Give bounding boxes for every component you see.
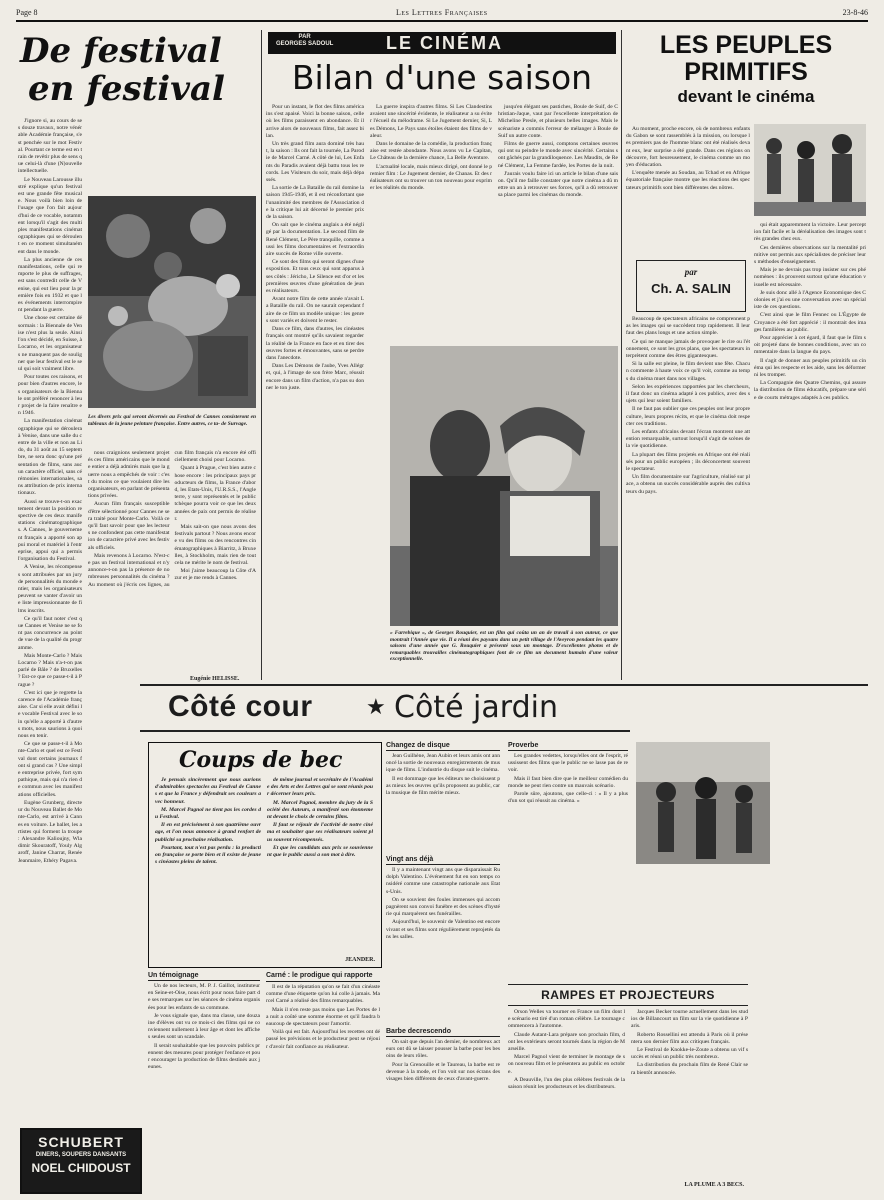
cote-cour-title: Côté cour xyxy=(168,690,313,723)
rampes-item: Roberto Rossellini est attendu à Paris où il présentera son dernier film aux critiques français. xyxy=(631,1031,748,1045)
paragraph: Ce sont des films qui seront dignes d'une exposition. Et tous ceux qui sont apparus à ses côtés : Jéricho, Le Silence est d'or et les premières œuvres d'une génération de jeunes réalisateurs. xyxy=(266,259,364,295)
paragraph: Dans ce film, dans d'autres, les cinéastes français ont montré qu'ils savaient regarder la réalité de la France en face et en tirer des œuvres fortes et émouvantes, sans se perdre dans l'anecdote. xyxy=(266,326,364,361)
paragraph: On se souvient des foules immenses qui accompagnèrent son convoi funèbre et des scènes d'hystérie qui marquèrent ses funérailles. xyxy=(386,896,500,918)
tribe-photo-image xyxy=(636,742,770,864)
cote-jardin-title: Côté jardin xyxy=(394,690,558,725)
paragraph: La guerre inspira d'autres films. Si Les Clandestins avaient une sincérité évidente, le réalisateur a su éviter l'écueil du mélodrame. Si Le Jugement dernier, Si, Les Démons, Le Pays sans étoiles étaient des films de valeur. xyxy=(370,104,492,139)
changez-body xyxy=(386,753,500,857)
rampes-item: Jacques Becker tourne actuellement dans les studios de Billancourt un film sur la vie quotidienne à Paris. xyxy=(631,1009,748,1030)
changez-title: Changez de disque xyxy=(386,742,500,751)
paragraph: Moi j'aime beaucoup la Côte d'Azur et je me rends à Cannes. xyxy=(174,568,256,582)
peuples-intro xyxy=(626,126,750,266)
proverbe-body xyxy=(508,753,628,985)
paragraph: Aussi se trouve-t-on exactement devant la position respective de ces deux manifestations cinématographiques. A Cannes, le gouvernement français a apporté son appui moral et matériel à l'entreprise, appui qui a permis l'organisation du Festival. xyxy=(18,498,82,563)
paragraph: Un de nos lecteurs, M. P. J. Gaillot, instituteur en Seine-et-Oise, nous écrit pour nous faire part de ses remarques sur les séances de cinéma organisées pour les enfants de sa commune. xyxy=(148,983,260,1011)
paragraph: Mais il n'en reste pas moins que Les Portes de la nuit a coûté une somme énorme et qu'il faudra beaucoup de spectateurs pour l'amortir. xyxy=(266,1006,380,1028)
cote-banner xyxy=(142,688,622,728)
paragraph: Ces dernières observations sur la mentalité primitive ont permis aux spécialistes de préciser leurs méthodes d'enseignement. xyxy=(754,244,866,266)
paragraph: Il serait souhaitable que les pouvoirs publics prennent des mesures pour protéger l'enfance et pour encourager la production de films destinés aux jeunes. xyxy=(148,1042,260,1071)
rampes-item: Marcel Pagnol vient de terminer le montage de son nouveau film et le présentera au public en octobre. xyxy=(508,1054,625,1075)
paragraph: Selon les expériences rapportées par les chercheurs, il faut donc un cinéma adapté à ces publics, avec des sujets qui leur soient familiers. xyxy=(626,383,750,405)
paragraph: Les enfants africains devant l'écran montrent une attention remarquable, surtout lorsqu'il s'agit de scènes de la vie quotidienne. xyxy=(626,429,750,450)
rampes-item: Le Festival de Knokke-le-Zoute a obtenu un vif succès et réuni un public très nombreux. xyxy=(631,1047,748,1061)
barbe-section xyxy=(386,1028,500,1189)
peuples-column-left xyxy=(626,316,750,738)
carne-section xyxy=(266,972,380,1186)
issue-date: 23-8-46 xyxy=(842,8,868,17)
peuples-byline-box xyxy=(636,260,746,312)
paragraph: Si la salle est pleine, le film devient une fête. Chacun commente à haute voix ce qu'il voit, comme au temps du cinéma muet dans nos villages. xyxy=(626,361,750,382)
festival-column-1 xyxy=(18,118,82,1076)
paragraph: Films de guerre aussi, comptons certaines œuvres qui ont su peindre le monde avec sincérité. Certains sont gâchés par la grandiloquence. Les Maudits, de René Clément, La Femme fardée, les Portes de la nuit. xyxy=(498,141,618,169)
peuples-headline-line2: PRIMITIFS xyxy=(684,58,808,86)
page-header xyxy=(16,8,868,22)
paragraph: Il est de la réputation qu'on se fait d'un cinéaste comme d'une étiquette qu'on lui colle à jamais. Marcel Carné a réalisé des films remarquables. xyxy=(266,984,380,1005)
cinema-headline: Bilan d'une saison xyxy=(291,58,593,97)
paragraph: J'ignore si, au cours de ses douze travaux, notre vénérable Académie française, s'est penchée sur le mot Festival. Pourtant ce terme est en train de revêtir plus de sens que celui-là d'une (N)ouvelle intellectuelle. xyxy=(18,118,82,175)
paragraph: M. Marcel Pagnol ne tient pas les cordes du Festival. xyxy=(155,806,261,821)
byline-par: PAR xyxy=(298,34,311,40)
rampes-body xyxy=(508,1009,748,1177)
paragraph: Mais il faut bien dire que le meilleur comédien du monde ne peut rien contre un mauvais scénario. xyxy=(508,775,628,789)
paragraph: qui était apparemment la victoire. Leur perception fait facile et la déréalisation des images sont très grandes chez eux. xyxy=(754,222,866,243)
festival-headline-line1: De festival xyxy=(20,31,222,71)
paragraph: Quant à Prague, c'est bien autre chose encore : les principaux pays producteurs de films, la France d'abord, les Etats-Unis, l'U.R.S.S., l'Angleterre, y sont représentés et le public tchèque pourra voir ce que les deux années de paix ont permis de réaliser. xyxy=(174,465,256,522)
paragraph: Je vous signale que, dans ma classe, une douzaine d'élèves ont vu ce mois-ci des films qui ne conviennent nullement à leur âge et dont les affiches seules sont un scandale. xyxy=(148,1012,260,1041)
paragraph: C'est ici que je regrette la carence de l'Académie française. Car si elle avait défini le vocable Festival avec le soin qu'elle a apporté à d'autres mots, nous saurions à quoi nous en tenir. xyxy=(18,689,82,740)
vingt-body xyxy=(386,867,500,1021)
peuples-byline-author: Ch. A. SALIN xyxy=(651,281,731,296)
paragraph: Un très grand film aura dominé très haut, la saison : Ils ont fait la tournée, La Parodie de Marcel Carné. A côté de lui, Les Enfants du Paradis avaient déjà battu tous les records. Les Visiteurs du soir, mais déjà dépassés. xyxy=(266,141,364,184)
paragraph: A Venise, les récompenses sont attribuées par un jury de personnalités du monde entier, mais les organisateurs peuvent se vanter d'avoir une liste impressionnante de films inscrits. xyxy=(18,564,82,614)
paragraph: On sait que depuis l'an dernier, de nombreux acteurs ont dû se laisser pousser la barbe pour les besoins de leurs rôles. xyxy=(386,1039,500,1060)
paragraph: Mais Monte-Carlo ? Mais Locarno ? Mais n'a-t-on pas parlé de Bâle ? de Bruxelles ? Est-ce que ce passe-t-il à Prague ? xyxy=(18,652,82,688)
paragraph: L'actualité locale, mais mieux dirigé, ont donné le premier film : Le Jugement dernier, de Chanas. Et des réalisateurs ont su trouver un ton nouveau pour exprimer les réalités du monde. xyxy=(370,163,492,192)
changez-section xyxy=(386,742,500,857)
coups-de-bec-title: Coups de bec xyxy=(179,747,343,773)
paragraph: Il est dommage que les éditeurs ne choisissent pas mieux les œuvres qu'ils proposent au public, car la musique de film mérite mieux. xyxy=(386,775,500,797)
paragraph: La manifestation cinématographique qui se déroulera à Venise, dans une salle du centre de la ville et non au Lido, du 31 août au 15 septembre, ne sera donc qu'une présentation de films, sans aucun caractère officiel, sans cérémonies internationales, sans attribution de prix internationaux. xyxy=(18,418,82,497)
cinema-column-1 xyxy=(266,104,364,684)
temoignage-section xyxy=(148,972,260,1193)
paragraph: Un film documentaire sur l'agriculture, réalisé sur place, a obtenu un succès considérable auprès des cultivateurs du pays. xyxy=(626,474,750,495)
temoignage-body xyxy=(148,983,260,1193)
paragraph: jusqu'en élégant ses pastiches, Boule de Suif, de Christian-Jaque, vaut par l'excellente interprétation de Micheline Presle, et plusieurs belles images. Mais le scénariste a commis l'erreur de mélanger à Boule de Suif un autre conte. xyxy=(498,104,618,139)
paragraph: Les grandes vedettes, lorsqu'elles ont de l'esprit, réussissent des films que le public ne se lasse pas de revoir. xyxy=(508,753,628,774)
paragraph: Pourtant, tout n'est pas perdu : la production française se porte bien et il existe de jeunes cinéastes pleins de talent. xyxy=(155,844,261,866)
advert-brand: SCHUBERT xyxy=(38,1134,124,1150)
paragraph: Pour un instant, le flot des films américains s'est apaisé. Voici la bonne saison, celle où les films paraissent en abondance. Et il arrive alors de nouveaux films, fait assez bilan. xyxy=(266,104,364,139)
paragraph: Dans Les Démons de l'aube, Yves Allégret, qui, à l'image de son frère Marc, réussit encore dans un film d'action, n'a pas su donner le ton juste. xyxy=(266,363,364,391)
farrebique-image xyxy=(390,346,618,626)
rampes-item: Orson Welles va tourner en France un film dont le scénario est tiré d'un roman célèbre. Le tournage commencera à l'automne. xyxy=(508,1009,625,1030)
rampes-section xyxy=(508,984,748,1190)
festival-photo-caption: Les divers prix qui seront décernés au Festival de Cannes consisteront en tableaux de la jeune peinture française. Entre autres, ce ta- de Survage. xyxy=(88,414,256,427)
paragraph: Ce qu'il faut noter c'est que Cannes et Venise ne se font pas concurrence au point de vue de la qualité du programme. xyxy=(18,615,82,651)
tribe-illustration xyxy=(754,124,866,216)
paragraph: Mais revenons à Locarno. N'est-ce pas un festival international et n'y annonce-t-on pas la présence de nombreuses personnalités du cinéma ? Au moment où j'écris ces lignes, aucun film français n'a encore été officiellement choisi pour Locarno. xyxy=(88,450,256,588)
column-divider xyxy=(261,30,262,680)
paragraph: Ce que se passe-t-il à Monte-Carlo et quel est ce Festival dont certains journaux font si grand cas ? Une simple entreprise privée, fort sympathique, mais qui n'a rien de commun avec les manifestations officielles. xyxy=(18,741,82,798)
schubert-advert xyxy=(20,1128,142,1194)
barbe-title: Barbe decrescendo xyxy=(386,1028,500,1037)
paragraph: Et que les candidats aux prix se souviennent que le public aussi a son mot à dire. xyxy=(267,844,373,859)
festival-painting-photo xyxy=(88,196,256,408)
byline-author: GEORGES SADOUL xyxy=(276,41,334,47)
carne-title: Carné : le prodigue qui rapporte xyxy=(266,972,380,982)
masthead: Les Lettres Françaises xyxy=(396,8,488,17)
tribe-photo xyxy=(636,742,770,864)
paragraph: Pour la Grenouille et le Taureau, la barbe est redevenue à la mode, et l'on voit sur nos écrans des visages bien différents de ceux d'avant-guerre. xyxy=(386,1061,500,1083)
paragraph: La Compagnie des Quatre Chemins, qui assure la distribution de films éducatifs, prépare une série de courts métrages adaptés à ces publics. xyxy=(754,380,866,401)
paragraph: Au moment, proche encore, où de nombreux enfants du Gabon se sont rassemblés à la mission, ou lorsque les premiers pas de l'homme blanc ont été réalisés devant eux, leur surprise a été grande. Dans ces régions on découvre, fort heureusement, le cinéma comme un moyen d'éducation. xyxy=(626,126,750,169)
paragraph: de même journal et secrétaire de l'Académie des Arts et des Lettres qui se sont réunis pour décerner leurs prix. xyxy=(267,777,373,798)
paragraph: Dans le domaine de la comédie, la production française est restée abondante. Nous avons vu Le Capitan, Le Château de la dernière chance, La Belle Aventure. xyxy=(370,141,492,162)
peuples-headline xyxy=(626,32,866,108)
cinema-section-title: LE CINÉMA xyxy=(386,33,503,53)
paragraph: Eugène Grunberg, directeur du Nouveau Ballet de Monte-Carlo, est arrivé à Cannes en voiture. Le ballet, les artistes qui forment la troupe : Alexandre Kalioujny, Wladimir Skouratoff, Youly Algaroff, Janine Charrat, Renée Jeanmaire, Ethéry Pagava. xyxy=(18,799,82,864)
cinema-column-2 xyxy=(370,104,492,342)
cote-top-rule xyxy=(140,684,868,686)
paragraph: Aucun film français susceptible d'être sélectionné pour Cannes ne sera traité pour Monte-Carlo. Voilà ce qu'il faut savoir pour que les lecteurs ne confondent pas cette manifestation de caractère privé avec les festivals officiels. xyxy=(88,501,170,551)
paragraph: La sortie de La Bataille du rail domine la saison 1945-1946, et il est réconfortant que l'unanimité des membres de l'Association de la critique lui ait décerné le premier prix de la saison. xyxy=(266,185,364,221)
paragraph: Il ne faut pas oublier que ces peuples ont leur propre culture, leurs propres récits, et que le cinéma doit respecter ces traditions. xyxy=(626,406,750,427)
paragraph: Il en est précisément à son quatrième ouvrage, et l'on nous annonce à grand renfort de publicité sa prochaine réalisation. xyxy=(155,822,261,843)
rampes-item: La distribution du prochain film de René Clair sera bientôt annoncée. xyxy=(631,1062,748,1076)
carne-body xyxy=(266,984,380,1186)
temoignage-title: Un témoignage xyxy=(148,972,260,981)
paragraph: Pour toutes ces raisons, et pour bien d'autres encore, les organisateurs de la Biennale ont préféré renoncer à leur projet de la faire renaître en 1946. xyxy=(18,374,82,417)
column-divider xyxy=(621,30,622,680)
paragraph: Aujourd'hui, le souvenir de Valentino est encore vivant et ses films sont régulièrement reprojetés dans les salles. xyxy=(386,919,500,940)
page-number: Page 8 xyxy=(16,8,38,17)
festival-headline xyxy=(20,32,260,108)
coups-signature: JEANDER. xyxy=(345,957,375,963)
paragraph: Mais je ne devrais pas trop insister sur ces phénomènes : ils prouvent surtout qu'une éducation visuelle est nécessaire. xyxy=(754,267,866,288)
paragraph: L'enquête menée au Soudan, au Tchad et en Afrique équatoriale française montre que les réactions des spectateurs primitifs sont bien différentes des nôtres. xyxy=(626,170,750,191)
paragraph: Je pensais sincèrement que nous aurions d'admirables spectacles au Festival de Cannes et que la France y défendrait ses couleurs avec honneur. xyxy=(155,777,261,805)
paragraph: Beaucoup de spectateurs africains ne comprennent pas les images qui se succèdent trop rapidement. Il leur faut des plans longs et une action simple. xyxy=(626,316,750,337)
vingt-section xyxy=(386,856,500,1021)
paragraph: Je suis donc allé à l'Agence Economique des Colonies et j'ai eu une conversation avec un spécialiste de ces questions. xyxy=(754,289,866,311)
peuples-headline-line3: devant le cinéma xyxy=(677,87,815,106)
rampes-item: Claude Autant-Lara prépare son prochain film, dont les extérieurs seront tournés dans la région de Marseille. xyxy=(508,1031,625,1053)
paragraph: Le Nouveau Larousse illustré explique qu'un festival est une grande fête musicale. Nous voilà bien loin de l'usage que l'on fait aujourd'hui de ce vocable, notamment lorsqu'il s'agit des multiples manifestations cinématographiques qui se déroulent en ce moment simultanément dans le monde. xyxy=(18,176,82,255)
peuples-byline-par: par xyxy=(684,267,698,277)
cinema-column-3 xyxy=(498,104,618,342)
paragraph: Il faut se réjouir de l'activité de notre cinéma et souhaiter que ses réalisateurs soient plus souvent récompensés. xyxy=(267,822,373,843)
paragraph: Avant notre film de cette année n'avait La Bataille du rail. On ne saurait cependant faire de ce film un modèle unique : les genres sont variés et doivent le rester. xyxy=(266,296,364,324)
paragraph: Pour apprécier à cet égard, il faut que le film soit projeté dans de bonnes conditions, avec un commentaire dans la langue du pays. xyxy=(754,335,866,356)
coups-column-1 xyxy=(155,777,261,961)
peuples-headline-line1: LES PEUPLES xyxy=(659,31,833,59)
paragraph: nous craignions seulement projetés ces films américains que le monde entier a déjà admirés mais que la guerre nous a empêchés de voir : c'est du moins ce que voulaient dire les organisateurs, en parlant de présentations privées. xyxy=(88,450,170,500)
paragraph: Il s'agit de donner aux peuples primitifs un cinéma qui les respecte et les aide, sans les déformer ni les tromper. xyxy=(754,357,866,379)
farrebique-photo xyxy=(390,346,618,626)
cinema-byline xyxy=(276,34,333,48)
advert-venue: NOEL CHIDOUST xyxy=(31,1161,131,1175)
rampes-title: RAMPES ET PROJECTEURS xyxy=(508,984,748,1006)
paragraph: Il y a maintenant vingt ans que disparaissait Rudolph Valentino. L'événement fut en son temps considéré comme une catastrophe nationale aux Etats-Unis. xyxy=(386,867,500,895)
paragraph: Ce qui ne manque jamais de provoquer le rire ou l'étonnement, ce sont les gros plans, que les spectateurs interprètent comme des êtres gigantesques. xyxy=(626,338,750,360)
coups-de-bec-box xyxy=(148,742,382,968)
tribe-drawing xyxy=(754,124,866,216)
festival-headline-line2: en festival xyxy=(28,69,225,109)
coups-column-2 xyxy=(267,777,373,949)
rampes-item: A Deauville, l'un des plus célèbres festivals de la saison réunit les producteurs et les distributeurs. xyxy=(508,1076,625,1091)
vingt-title: Vingt ans déjà xyxy=(386,856,500,865)
paragraph: Une chose est certaine désormais : la Biennale de Venise n'est plus la seule. Ainsi l'on s'est décidé, en Suisse, à Locarno, et les organisateurs ne manquent pas de souligner que leur festival est le seul qui soit vraiment libre. xyxy=(18,315,82,372)
star-icon: ★ xyxy=(366,694,386,719)
cote-bottom-rule xyxy=(140,730,630,732)
paragraph: La plupart des films projetés en Afrique ont été réalisés pour un public européen ; ils déconcertent souvent le spectateur. xyxy=(626,451,750,473)
paragraph: Voilà qui est fait. Aujourd'hui les recettes ont dépassé les prévisions et le producteur peut se réjouir d'avoir fait confiance au réalisateur. xyxy=(266,1029,380,1050)
paragraph: M. Marcel Pagnol, membre du jury de la Société des Auteurs, a manifesté son étonnement devant le choix de certains films. xyxy=(267,799,373,821)
paragraph: La plus ancienne de ces manifestations, celle qui remporte le plus de suffrages, est sans contredit celle de Venise, qui eut lieu pour la première fois en 1932 et que les événements interrompirent pendant la guerre. xyxy=(18,256,82,314)
paragraph: Jean Guilhène, Jean Aubin et leurs amis ont annoncé la sortie de nouveaux enregistrements de musique de films. L'industrie du disque suit le cinéma. xyxy=(386,753,500,774)
cinema-banner xyxy=(268,32,616,54)
paragraph: C'est ainsi que le film Fennec ou L'Égypte de Croyance a été fort apprécié : il montrait des images familières au public. xyxy=(754,312,866,333)
farrebique-caption: « Farrebique », de Georges Rouquier, est un film qui coûta un an de travail à son auteur, ce que montrait l'Année que vie. Il a réuni des paysans dans un petit village de l'Aveyron pendant les quatre saisons d'une année que G. Rouquier a présenté sous un montage. D'excellentes photos et de remarquables trouvailles cinématographiques font de ce film un document humain d'une valeur exceptionnelle. xyxy=(390,630,618,663)
paragraph: Parole sûre, ajoutons, que celle-ci : « Il y a plus d'un sot qui réussit au cinéma. » xyxy=(508,791,628,805)
paragraph: J'aurais voulu faire ici un article le bilan d'une saison. Qu'il me faille constater que notre cinéma a dû mettre un an à retrouver ses forces, qu'il a dû retrouver sa place parmi les cinémas du monde. xyxy=(498,170,618,199)
festival-signature: Eugénie HELISSE. xyxy=(190,676,240,682)
paragraph: Mais sait-on que nous avons des festivals partout ? Nous avons encore vu des films ou des rencontres cinématographiques à Biarritz, à Bruxelles, à Stockholm, mais rien de tout cela ne mérite le nom de festival. xyxy=(174,524,256,567)
peuples-column-right xyxy=(754,222,866,738)
painting-image xyxy=(88,196,256,408)
barbe-body xyxy=(386,1039,500,1189)
advert-text: DINERS, SOUPERS DANSANTS xyxy=(35,1152,127,1158)
paragraph: On sait que le cinéma anglais a été négligé par la documentation. Le second film de René Clément, Le Père tranquille, comme aussi les films documentaires et l'extraordinaire succès de Rome ville ouverte. xyxy=(266,222,364,258)
proverbe-title: Proverbe xyxy=(508,742,628,751)
rampes-signature: LA PLUME A 3 BECS. xyxy=(684,1182,744,1188)
proverbe-section xyxy=(508,742,628,985)
